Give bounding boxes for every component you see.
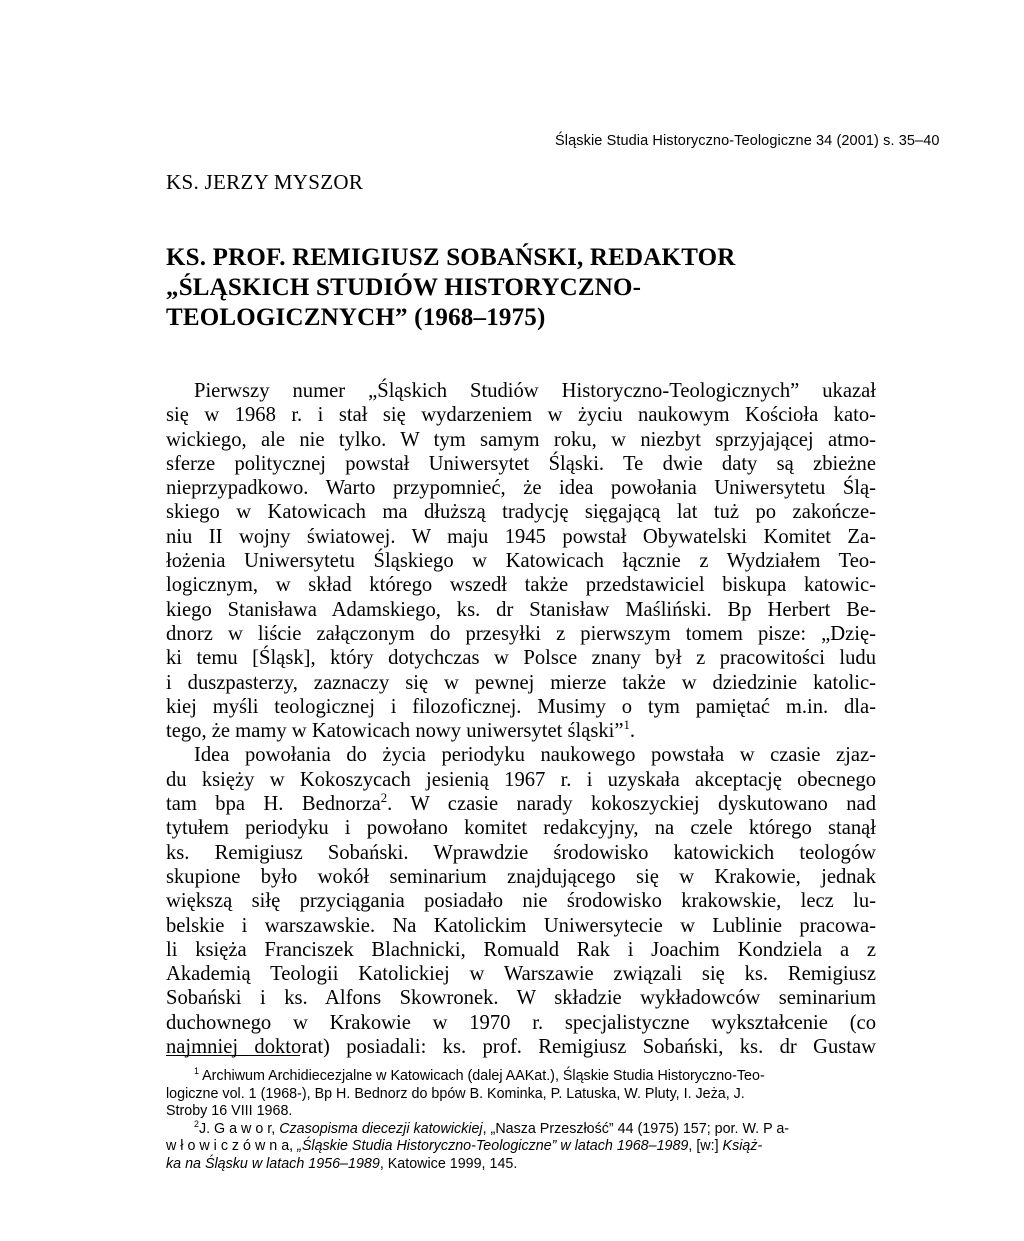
body-line: wickiego, ale nie tylko. W tym samym roku, w niezbyt sprzyjającej atmo- [166,428,876,451]
title-line: „ŚLĄSKICH STUDIÓW HISTORYCZNO- [166,274,642,301]
body-line: kiego Stanisława Adamskiego, ks. dr Stanisław Maśliński. Bp Herbert Be- [166,598,876,621]
footnote-title: ka na Śląsku w latach 1956–1989 [166,1155,380,1172]
body-line: duchownego w Krakowie w 1970 r. specjalistyczne wykształcenie (co [166,1011,876,1034]
footnote-title: Czasopisma diecezji katowickiej [279,1120,483,1137]
body-line: nieprzypadkowo. Warto przypomnieć, że idea powołania Uniwersytetu Ślą- [166,477,876,500]
body-line: Idea powołania do życia periodyku naukowego powstała w czasie zjaz- [194,744,876,767]
body-line-text: . [629,720,636,743]
body-text [166,379,876,1059]
body-line: belskie i warszawskie. Na Katolickim Uniwersytecie w Lublinie pracowa- [166,914,876,937]
body-line: tytułem periodyku i powołano komitet redakcyjny, na czele którego stanął [166,817,876,840]
body-line: najmniej doktorat) posiadali: ks. prof. Remigiusz Sobański, ks. dr Gustaw [166,1036,876,1059]
body-line: ki temu [Śląsk], który dotychczas w Polsce znany był z pracowitości ludu [166,647,876,670]
body-line-text: tego, że mamy w Katowicach nowy uniwersytet śląski” [166,720,624,743]
body-line: du księży w Kokoszycach jesienią 1967 r. i uzyskała akceptację obecnego [166,768,876,791]
footnotes [166,1068,876,1173]
footnote-line: logiczne vol. 1 (1968-), Bp H. Bednorz do bpów B. Kominka, P. Latuska, W. Pluty, I. Jeża, J. [166,1085,745,1102]
footnote-line: Stroby 16 VIII 1968. [166,1103,293,1119]
article-title [166,243,886,333]
footnote-line [166,1138,876,1156]
body-line: większą siłę przyciągania posiadało nie środowisko krakowskie, lecz lu- [166,890,876,913]
footnote-ref[interactable]: 2 [380,791,388,806]
footnote-divider [166,1055,300,1056]
footnote-line [166,1156,876,1174]
body-line-text: . W czasie narady kokoszyckiej dyskutowano nad [387,793,876,816]
title-line: TEOLOGICZNYCH” (1968–1975) [166,304,546,331]
footnote-ref[interactable]: 1 [623,718,630,733]
footnote-1 [166,1068,876,1086]
body-line: ks. Remigiusz Sobański. Wprawdzie środowisko katowickich teologów [166,841,876,864]
body-line: Akademią Teologii Katolickiej w Warszawie związali się ks. Remigiusz [166,963,876,986]
footnote-title: Książ- [722,1138,763,1154]
body-line: skiego w Katowicach ma dłuższą tradycję sięgającą lat tuż po zakończe- [166,501,876,524]
running-head: Śląskie Studia Historyczno-Teologiczne 34 (2001) s. 35–40 [555,133,940,149]
footnote-2 [166,1118,876,1139]
title-line: KS. PROF. REMIGIUSZ SOBAŃSKI, REDAKTOR [166,244,736,271]
footnote-text: , Katowice 1999, 145. [379,1155,518,1172]
body-line: Sobański i ks. Alfons Skowronek. W składzie wykładowców seminarium [166,987,876,1010]
body-line: łożenia Uniwersytetu Śląskiego w Katowicach łącznie z Wydziałem Teo- [166,550,876,573]
body-line: logicznym, w skład którego wszedł także przedstawiciel biskupa katowic- [166,574,876,597]
footnote-text: Archiwum Archidiecezjalne w Katowicach (dalej AAKat.), Śląskie Studia Historyczno-Teo- [202,1068,765,1084]
footnote-title: „Śląskie Studia Historyczno-Teologiczne” w latach 1968–1989 [297,1138,689,1154]
author-name: KS. JERZY MYSZOR [166,170,364,194]
body-line: się w 1968 r. i stał się wydarzeniem w życiu naukowym Kościoła kato- [166,404,876,427]
body-line-text: tam bpa H. Bednorza [166,793,381,816]
footnote-text: , [w:] [688,1138,723,1154]
footnote-text: , „Nasza Przeszłość” 44 (1975) 157; por. W. P a- [482,1120,790,1137]
body-line: dnorz w liście załączonym do przesyłki z pierwszym tomem pisze: „Dzię- [166,622,876,645]
body-line: sferze politycznej powstał Uniwersytet Śląski. Te dwie daty są zbieżne [166,452,876,475]
body-line: niu II wojny światowej. W maju 1945 powstał Obywatelski Komitet Za- [166,525,876,548]
footnote-text: w ł o w i c z ó w n a, [166,1138,298,1154]
body-line: Pierwszy numer „Śląskich Studiów Historyczno-Teologicznych” ukazał [194,380,876,402]
body-line: li księża Franciszek Blachnicki, Romuald Rak i Joachim Kondziela a z [166,938,876,961]
footnote-number: 1 [194,1066,199,1077]
body-line: skupione było wokół seminarium znajdującego się w Krakowie, jednak [166,865,876,888]
body-line: kiej myśli teologicznej i filozoficznej. Musimy o tym pamiętać m.in. dla- [166,695,876,718]
body-line: i duszpasterzy, zaznaczy się w pewnej mierze także w dziedzinie katolic- [166,671,876,694]
body-line [166,792,876,816]
footnote-number: 2 [194,1118,199,1129]
body-line [166,719,876,743]
footnote-text: J. G a w o r, [198,1120,280,1137]
